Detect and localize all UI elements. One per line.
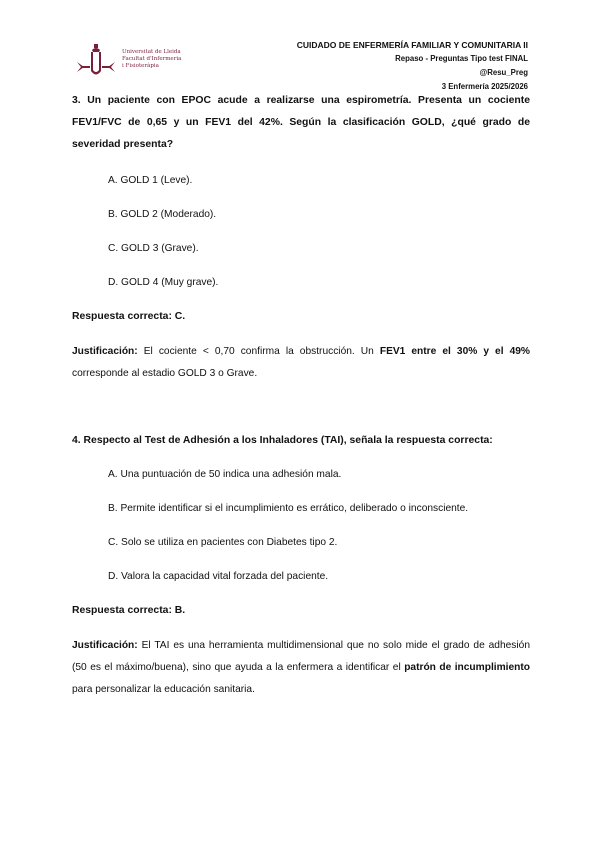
justification-text: El cociente < 0,70 confirma la obstrucción. Un — [137, 346, 380, 357]
logo-line-2: Facultat d'Infermeria — [122, 56, 182, 62]
course-title: CUIDADO DE ENFERMERÍA FAMILIAR Y COMUNITARIA II — [296, 40, 528, 50]
answer-option: B. Permite identificar si el incumplimiento es errático, deliberado o inconsciente. — [108, 503, 469, 514]
question-text: 3. Un paciente con EPOC acude a realizarse una espirometría. Presenta un cociente FEV1/FVC de 0,65 y un FEV1 del 42%. Según la clasificación GOLD, ¿qué grado de severidad presenta? — [72, 95, 530, 150]
answer-option: C. Solo se utiliza en pacientes con Diabetes tipo 2. — [108, 537, 338, 548]
justification-text: para personalizar la educación sanitaria. — [72, 684, 255, 695]
justification-label: Justificación: — [72, 640, 138, 651]
logo-line-1: Universitat de Lleida — [122, 49, 181, 55]
justification-highlight: FEV1 entre el 30% y el 49% — [379, 346, 530, 357]
university-crest-icon — [72, 40, 120, 82]
answer-option: A. Una puntuación de 50 indica una adhesión mala. — [108, 469, 342, 480]
question-text: 4. Respecto al Test de Adhesión a los Inhaladores (TAI), señala la respuesta correcta: — [72, 435, 493, 446]
justification — [72, 341, 530, 385]
justification-text: corresponde al estadio GOLD 3 o Grave. — [72, 368, 258, 379]
document-subtitle: Repaso - Preguntas Tipo test FINAL — [395, 54, 528, 63]
justification — [72, 635, 530, 701]
answer-option: D. GOLD 4 (Muy grave). — [108, 277, 219, 288]
correct-answer: Respuesta correcta: C. — [72, 311, 186, 322]
justification-label: Justificación: — [72, 346, 138, 357]
correct-answer: Respuesta correcta: B. — [72, 605, 186, 616]
justification-text: El TAI es una herramienta multidimensional que no solo mide el grado de adhesión (50 es el máximo/buena), sino que ayuda a la enfermera a identificar el — [72, 640, 530, 673]
answer-option: B. GOLD 2 (Moderado). — [108, 209, 217, 220]
answer-option: D. Valora la capacidad vital forzada del paciente. — [108, 571, 329, 582]
university-logo — [72, 40, 182, 82]
author-handle: @Resu_Preg — [479, 68, 528, 77]
logo-line-3: i Fisioteràpia — [122, 63, 159, 69]
page-header — [297, 38, 528, 94]
answer-option: C. GOLD 3 (Grave). — [108, 243, 199, 254]
answer-option: A. GOLD 1 (Leve). — [108, 175, 193, 186]
academic-year: 3 Enfermería 2025/2026 — [441, 82, 528, 91]
justification-highlight: patrón de incumplimiento — [404, 662, 530, 673]
